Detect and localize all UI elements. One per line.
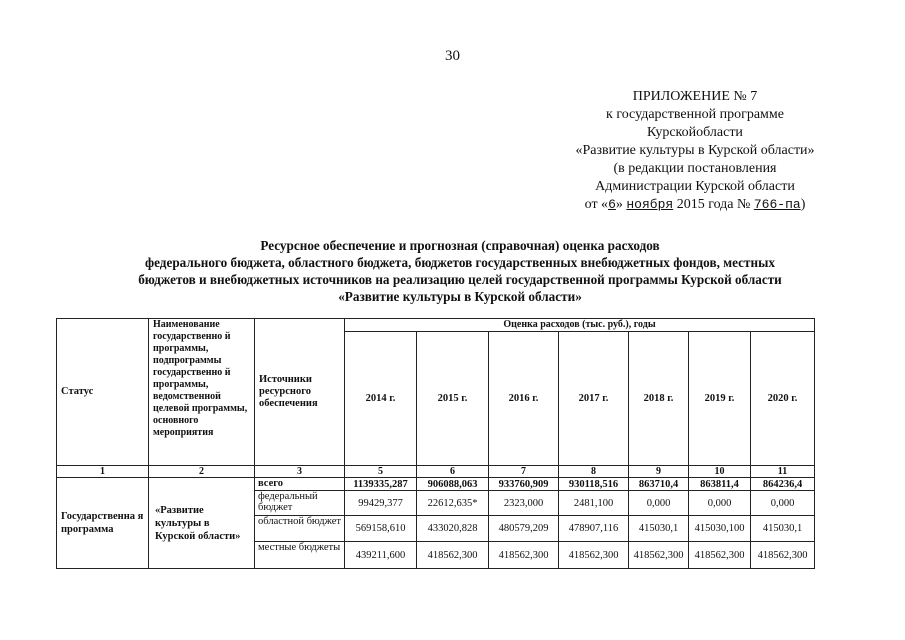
column-number: 10 [689,466,751,478]
appendix-line: к государственной программе [606,107,784,122]
status-cell: Государственна я программа [57,478,149,569]
headline-line: «Развитие культуры в Курской области» [338,289,582,304]
date-month: ноября [626,197,674,212]
column-number: 3 [255,466,345,478]
header-name: Наименование государственно й программы, подпрограммы государственно й программы, ведомственной целевой программы, основного мероприятия [149,319,255,466]
header-year: 2019 г. [689,332,751,466]
value-cell: 863710,4 [629,478,689,491]
value-cell: 22612,635* [417,491,489,516]
column-number: 11 [751,466,815,478]
value-cell: 478907,116 [559,516,629,542]
header-sources: Источники ресурсного обеспечения [255,319,345,466]
headline-line: федерального бюджета, областного бюджета, бюджетов государственных внебюджетных фондов, местных [145,255,775,270]
value-cell: 418562,300 [629,542,689,569]
value-cell: 439211,600 [345,542,417,569]
header-year: 2014 г. [345,332,417,466]
header-status: Статус [57,319,149,466]
source-cell: федеральный бюджет [255,491,345,516]
column-number: 6 [417,466,489,478]
column-number: 2 [149,466,255,478]
value-cell: 0,000 [629,491,689,516]
date-close-quote: » [615,197,623,212]
value-cell: 99429,377 [345,491,417,516]
date-suffix: ) [800,197,806,212]
value-cell: 480579,209 [489,516,559,542]
value-cell: 2323,000 [489,491,559,516]
date-year: 2015 года № [676,197,751,212]
page-number: 30 [445,48,460,64]
value-cell: 433020,828 [417,516,489,542]
value-cell: 930118,516 [559,478,629,491]
source-cell: всего [255,478,345,491]
appendix-line: «Развитие культуры в Курской области» [575,143,815,158]
column-number: 1 [57,466,149,478]
value-cell: 0,000 [751,491,815,516]
header-year: 2016 г. [489,332,559,466]
decree-number: 766-па [753,197,801,212]
budget-table [56,318,815,569]
source-cell: областной бюджет [255,516,345,542]
appendix-block [555,88,835,214]
value-cell: 0,000 [689,491,751,516]
value-cell: 863811,4 [689,478,751,491]
value-cell: 2481,100 [559,491,629,516]
value-cell: 415030,100 [689,516,751,542]
header-estimate-group: Оценка расходов (тыс. руб.), годы [345,319,815,332]
value-cell: 569158,610 [345,516,417,542]
header-year: 2017 г. [559,332,629,466]
column-number: 7 [489,466,559,478]
headline-line: Ресурсное обеспечение и прогнозная (справочная) оценка расходов [260,238,660,253]
date-day: 6 [608,197,616,212]
value-cell: 418562,300 [559,542,629,569]
date-prefix: от « [584,197,609,212]
value-cell: 418562,300 [689,542,751,569]
appendix-line: (в редакции постановления [613,161,777,176]
value-cell: 418562,300 [751,542,815,569]
header-year: 2020 г. [751,332,815,466]
header-year: 2015 г. [417,332,489,466]
value-cell: 864236,4 [751,478,815,491]
headline-line: бюджетов и внебюджетных источников на реализацию целей государственной программы Курской области [138,272,782,287]
value-cell: 418562,300 [489,542,559,569]
column-number: 8 [559,466,629,478]
appendix-line: Курскойобласти [647,125,743,140]
column-number: 9 [629,466,689,478]
column-number: 5 [345,466,417,478]
value-cell: 415030,1 [751,516,815,542]
value-cell: 933760,909 [489,478,559,491]
document-headline [60,237,860,305]
source-cell: местные бюджеты [255,542,345,569]
value-cell: 418562,300 [417,542,489,569]
appendix-title: ПРИЛОЖЕНИЕ № 7 [632,89,758,104]
value-cell: 906088,063 [417,478,489,491]
appendix-line: Администрации Курской области [595,179,795,194]
header-year: 2018 г. [629,332,689,466]
program-name-cell: «Развитие культуры в Курской области» [149,478,255,569]
value-cell: 1139335,287 [345,478,417,491]
decree-date-line [555,196,835,214]
value-cell: 415030,1 [629,516,689,542]
